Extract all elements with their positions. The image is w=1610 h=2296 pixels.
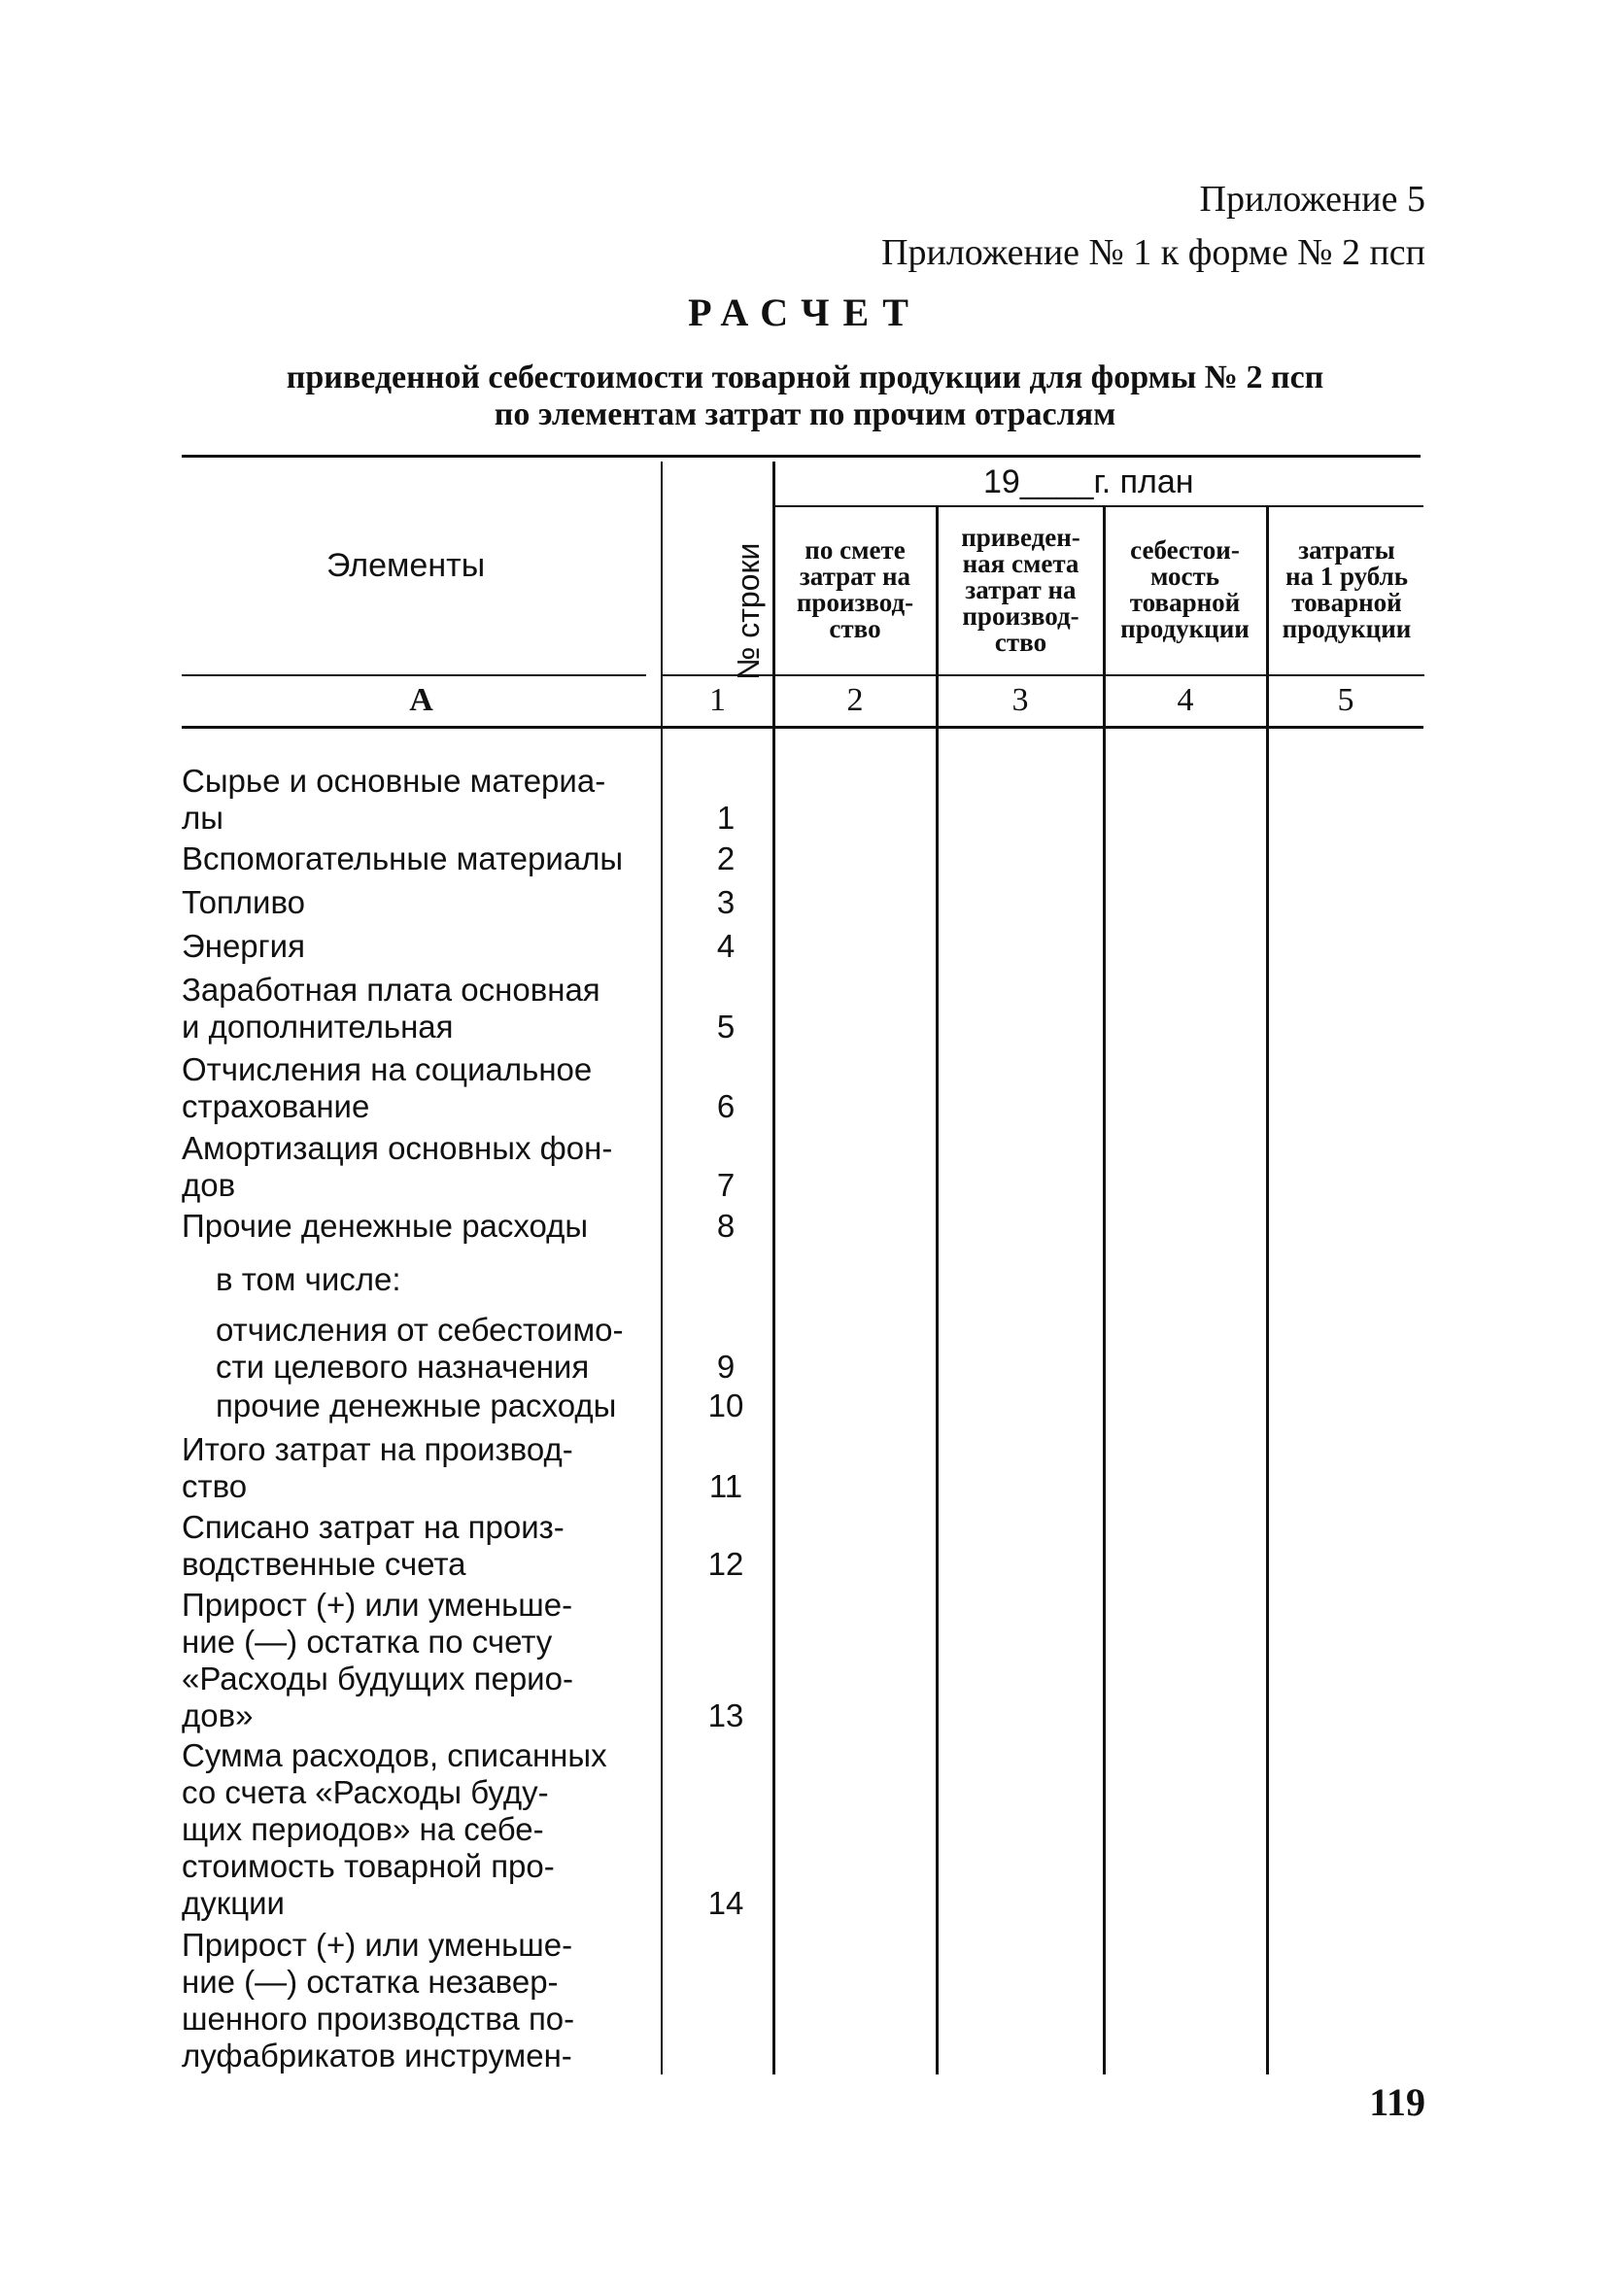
row-number: 7: [716, 1167, 736, 1203]
row-label-line: «Расходы будущих перио-: [182, 1661, 573, 1696]
col3-line: ство: [994, 628, 1047, 657]
row-label-line: шенного производства по-: [182, 2001, 575, 2037]
page-number: 119: [1369, 2080, 1425, 2124]
header-bottom-rule: [182, 674, 646, 676]
colnum-1: 1: [709, 682, 726, 718]
table-row: [182, 1509, 656, 1583]
row-number: 4: [716, 928, 736, 964]
table-row: [182, 1587, 656, 1734]
divider-3: [1103, 505, 1106, 2074]
table-row: [182, 840, 656, 877]
row-label-line: лы: [182, 800, 223, 836]
row-number: 6: [716, 1088, 736, 1124]
colnum-5: 5: [1337, 682, 1354, 718]
colnum-bottom-rule: [182, 726, 1423, 729]
row-label-line: ние (—) остатка незавер-: [182, 1964, 559, 2000]
col5-line: товарной: [1291, 588, 1402, 617]
table-row: [182, 763, 656, 837]
col-elements-header: Элементы: [326, 547, 486, 584]
subtitle-line-2: по элементам затрат по прочим отраслям: [494, 396, 1116, 432]
colnum-a: А: [409, 682, 433, 718]
table-row: [216, 1261, 656, 1298]
table-row: [182, 1130, 656, 1204]
row-number: 14: [707, 1885, 744, 1921]
subtitle-line-1: приведенной себестоимости товарной продукции для формы № 2 псп: [286, 360, 1324, 395]
col2-line: затрат на: [799, 562, 911, 591]
col4-line: продукции: [1120, 614, 1250, 643]
col-row-no-header: № строки: [731, 542, 766, 680]
subtitle: [0, 360, 1610, 433]
row-label-line: Топливо: [182, 884, 306, 920]
row-label-line: луфабрикатов инструмен-: [182, 2038, 572, 2073]
row-number: 2: [716, 840, 736, 876]
row-number: 13: [707, 1697, 744, 1733]
row-label-line: Списано затрат на произ-: [182, 1509, 565, 1545]
row-label-line: Энергия: [182, 928, 305, 964]
row-label-line: ство: [182, 1468, 248, 1504]
row-label-line: водственные счета: [182, 1546, 466, 1582]
row-label-line: Сумма расходов, списанных: [182, 1737, 607, 1773]
row-label-line: дов»: [182, 1697, 254, 1733]
col2-line: по смете: [805, 535, 906, 565]
col5-line: затраты: [1298, 535, 1395, 565]
row-label-line: и дополнительная: [182, 1009, 454, 1045]
table-row: [182, 1737, 656, 1922]
row-label-line: щих периодов» на себе-: [182, 1811, 544, 1847]
col3-line: производ-: [962, 601, 1079, 631]
row-number: 5: [716, 1009, 736, 1045]
col5-line: на 1 рубль: [1285, 562, 1409, 591]
row-label-line: сти целевого назначения: [216, 1349, 590, 1385]
row-label-line: Амортизация основных фон-: [182, 1130, 613, 1166]
table-row: [182, 1051, 656, 1125]
row-label-line: Вспомогательные материалы: [182, 840, 624, 876]
appendix-form-label: Приложение № 1 к форме № 2 псп: [881, 232, 1425, 273]
table-row: [182, 1431, 656, 1505]
row-label-line: страхование: [182, 1088, 370, 1124]
col3-line: приведен-: [961, 523, 1080, 552]
row-label-line: Итого затрат на производ-: [182, 1431, 573, 1467]
row-label-line: прочие денежные расходы: [216, 1388, 617, 1423]
row-label-line: дукции: [182, 1885, 285, 1921]
row-number: 10: [707, 1388, 744, 1423]
table-row: [182, 1927, 656, 2074]
row-number: 1: [716, 800, 736, 836]
row-label-line: Прочие денежные расходы: [182, 1208, 589, 1244]
row-label-line: отчисления от себестоимо-: [216, 1312, 624, 1348]
row-label-line: Прирост (+) или уменьше-: [182, 1587, 573, 1623]
col4-line: себестои-: [1130, 535, 1240, 565]
table-top-rule: [182, 455, 1421, 458]
col4-header: [1106, 537, 1264, 642]
col3-line: ная смета: [962, 549, 1079, 578]
row-label-line: Заработная плата основная: [182, 972, 600, 1008]
table-row: [216, 1312, 656, 1386]
row-label-line: Отчисления на социальное: [182, 1051, 593, 1087]
col5-header: [1269, 537, 1424, 642]
page-title: РАСЧЕТ: [688, 291, 922, 334]
row-label-line: Прирост (+) или уменьше-: [182, 1927, 573, 1963]
row-label-line: ние (—) остатка по счету: [182, 1624, 553, 1660]
appendix-label: Приложение 5: [1199, 179, 1425, 220]
col4-line: товарной: [1129, 588, 1241, 617]
year-rule: [774, 505, 1423, 507]
year-plan-header: 19____г. план: [983, 463, 1194, 500]
col2-header: [777, 537, 933, 642]
row-number: 9: [716, 1349, 736, 1385]
colnum-2: 2: [846, 682, 864, 718]
row-label-line: дов: [182, 1167, 236, 1203]
divider-2: [936, 505, 939, 2074]
row-number: 11: [708, 1468, 743, 1504]
table-row: [182, 884, 656, 921]
colnum-4: 4: [1177, 682, 1194, 718]
col4-line: мость: [1149, 562, 1220, 591]
table-row: [182, 1208, 656, 1245]
row-label-line: в том числе:: [216, 1261, 401, 1297]
row-number: 12: [707, 1546, 744, 1582]
col2-line: ство: [829, 614, 881, 643]
divider-4: [1266, 505, 1269, 2074]
col2-line: производ-: [796, 588, 914, 617]
col3-line: затрат на: [965, 575, 1077, 604]
col3-header: [941, 525, 1101, 656]
table-row: [182, 972, 656, 1045]
table-row: [182, 928, 656, 965]
row-label-line: со счета «Расходы буду-: [182, 1774, 549, 1810]
row-label-line: стоимость товарной про-: [182, 1848, 555, 1884]
row-number: 3: [716, 884, 736, 920]
col5-line: продукции: [1282, 614, 1412, 643]
row-number: 8: [716, 1208, 736, 1244]
row-label-line: Сырье и основные материа-: [182, 763, 606, 799]
colnum-3: 3: [1011, 682, 1029, 718]
table-row: [216, 1388, 656, 1424]
